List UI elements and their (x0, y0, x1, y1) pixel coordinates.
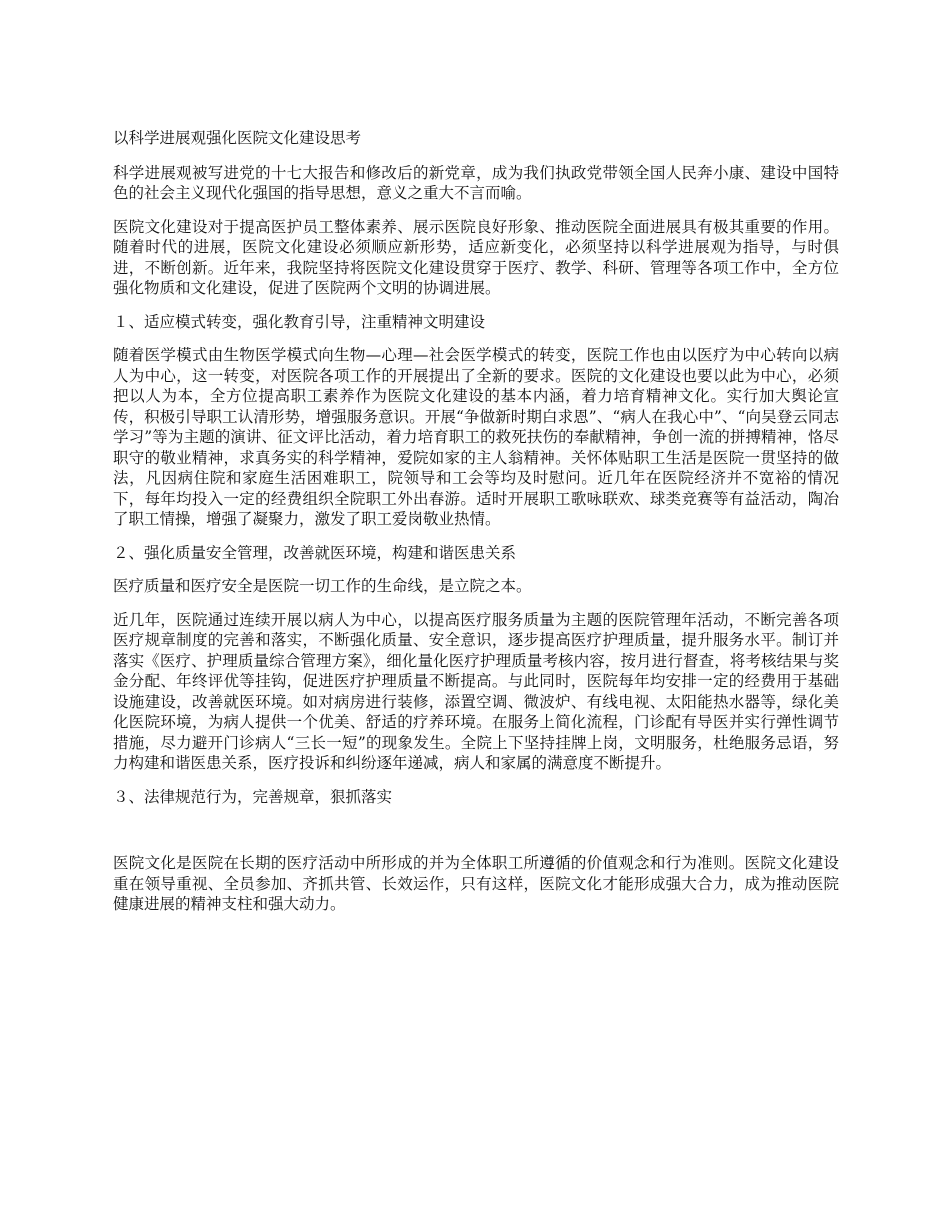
section-3-heading: ３、法律规范行为，完善规章，狠抓落实 (113, 787, 393, 806)
section-2-body-1: 医疗质量和医疗安全是医院一切工作的生命线，是立院之本。 (113, 577, 532, 595)
intro-paragraph-1: 科学进展观被写进党的十七大报告和修改后的新党章，成为我们执政党带领全国人民奔小康、建设中国特色的社会主义现代化强国的指导思想，意义之重大不言而喻。 (113, 163, 839, 202)
document-page (113, 128, 839, 928)
section-1-heading: １、适应模式转变，强化教育引导，注重精神文明建设 (113, 312, 486, 331)
section-2-heading: ２、强化质量安全管理，改善就医环境，构建和谐医患关系 (113, 543, 517, 562)
conclusion-paragraph: 医院文化是医院在长期的医疗活动中所形成的并为全体职工所遵循的价值观念和行为准则。医院文化建设重在领导重视、全员参加、齐抓共管、长效运作，只有这样，医院文化才能形成强大合力，成为推动医院健康进展的精神支柱和强大动力。 (113, 854, 839, 913)
intro-paragraph-2: 医院文化建设对于提高医护员工整体素养、展示医院良好形象、推动医院全面进展具有极其重要的作用。随着时代的进展，医院文化建设必须顺应新形势，适应新变化，必须坚持以科学进展观为指导，与时俱进，不断创新。近年来，我院坚持将医院文化建设贯穿于医疗、教学、科研、管理等各项工作中，全方位强化物质和文化建设，促进了医院两个文明的协调进展。 (113, 217, 839, 297)
section-2-body-2: 近几年，医院通过连续开展以病人为中心，以提高医疗服务质量为主题的医院管理年活动，不断完善各项医疗规章制度的完善和落实，不断强化质量、安全意识，逐步提高医疗护理质量，提升服务水平。制订并落实《医疗、护理质量综合管理方案》，细化量化医疗护理质量考核内容，按月进行督查，将考核结果与奖金分配、年终评优等挂钩，促进医疗护理质量不断提高。与此同时，医院每年均安排一定的经费用于基础设施建设，改善就医环境。如对病房进行装修，添置空调、微波炉、有线电视、太阳能热水器等，绿化美化医院环境，为病人提供一个优美、舒适的疗养环境。在服务上简化流程，门诊配有导医并实行弹性调节措施，尽力避开门诊病人“三长一短”的现象发生。全院上下坚持挂牌上岗，文明服务，杜绝服务忌语，努力构建和谐医患关系，医疗投诉和纠纷逐年递减，病人和家属的满意度不断提升。 (113, 610, 839, 772)
document-title: 以科学进展观强化医院文化建设思考 (113, 129, 362, 147)
section-1-body: 随着医学模式由生物医学模式向生物—心理—社会医学模式的转变，医院工作也由以医疗为中心转向以病人为中心，这一转变，对医院各项工作的开展提出了全新的要求。医院的文化建设也要以此为中心，必须把以人为本，全方位提高职工素养作为医院文化建设的基本内涵，着力培育精神文化。实行加大舆论宣传，积极引导职工认清形势，增强服务意识。开展“争做新时期白求恩”、“病人在我心中”、“向吴登云同志学习”等为主题的演讲、征文评比活动，着力培育职工的救死扶伤的奉献精神，争创一流的拼搏精神，恪尽职守的敬业精神，求真务实的科学精神，爱院如家的主人翁精神。关怀体贴职工生活是医院一贯坚持的做法，凡因病住院和家庭生活困难职工，院领导和工会等均及时慰问。近几年在医院经济并不宽裕的情况下，每年均投入一定的经费组织全院职工外出春游。适时开展职工歌咏联欢、球类竞赛等有益活动，陶冶了职工情操，增强了凝聚力，激发了职工爱岗敬业热情。 (113, 346, 839, 528)
